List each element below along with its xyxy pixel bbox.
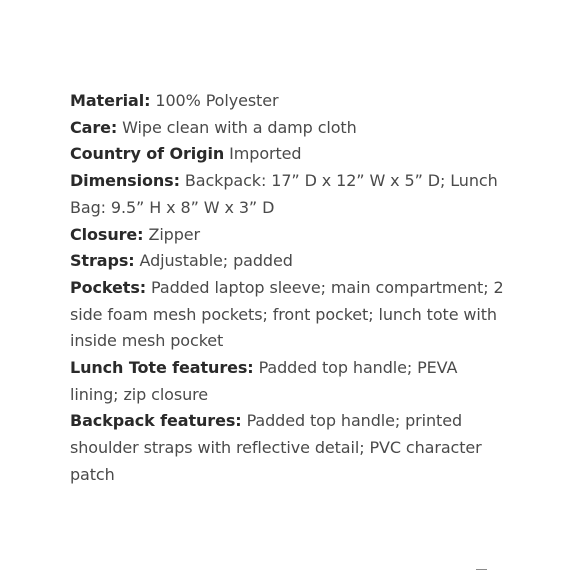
spec-care [70, 115, 510, 142]
spec-value: Wipe clean with a damp cloth [117, 117, 357, 137]
spec-value: Adjustable; padded [134, 251, 293, 271]
spec-lunch-tote-features [70, 355, 510, 408]
spec-pockets [70, 275, 510, 355]
spec-straps [70, 248, 510, 275]
spec-label: Pockets: [70, 277, 147, 297]
spec-label: Straps: [70, 251, 135, 271]
spec-value: Padded laptop sleeve; main compartment; 2 side foam mesh pockets; front pocket; lunch tote with inside mesh pocket [70, 277, 504, 351]
spec-closure [70, 222, 510, 249]
spec-label: Lunch Tote features: [70, 358, 254, 378]
spec-label: Backpack features: [70, 411, 242, 431]
spec-label: Material: [70, 91, 151, 110]
spec-backpack-features [70, 408, 510, 488]
spec-value: Padded top handle; PEVA lining; zip closure [70, 358, 458, 404]
spec-label: Country of Origin [70, 144, 225, 164]
product-specifications [70, 88, 510, 489]
spec-value: 100% Polyester [150, 91, 279, 110]
spec-value: Imported [224, 144, 302, 164]
spec-dimensions [70, 168, 510, 221]
spec-value: Zipper [143, 224, 201, 244]
spec-country-of-origin [70, 141, 510, 168]
spec-label: Dimensions: [70, 171, 180, 191]
decorative-dash [476, 569, 487, 570]
spec-value: Padded top handle; printed shoulder straps with reflective detail; PVC character patch [70, 411, 482, 484]
spec-label: Closure: [70, 224, 144, 244]
spec-material [70, 88, 510, 115]
spec-label: Care: [70, 117, 118, 137]
spec-value: Backpack: 17” D x 12” W x 5” D; Lunch Bag: 9.5” H x 8” W x 3” D [70, 171, 498, 217]
